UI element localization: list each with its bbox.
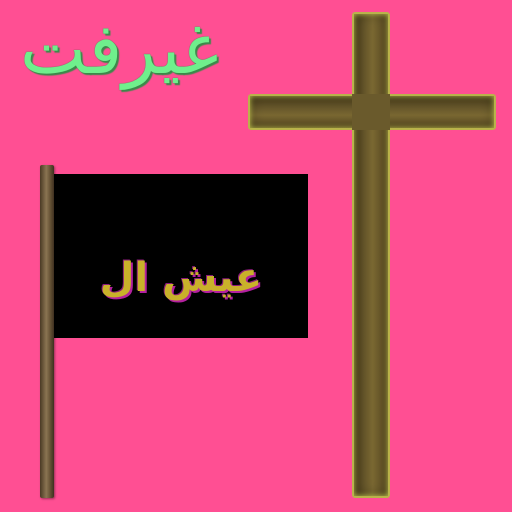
title-text: غيرفت [20,8,219,90]
cross-center [352,94,390,130]
flag-icon [54,174,308,338]
flag-pole [40,165,54,498]
cross-vertical-beam [352,12,390,498]
flag-text: عيش ال [99,255,263,301]
